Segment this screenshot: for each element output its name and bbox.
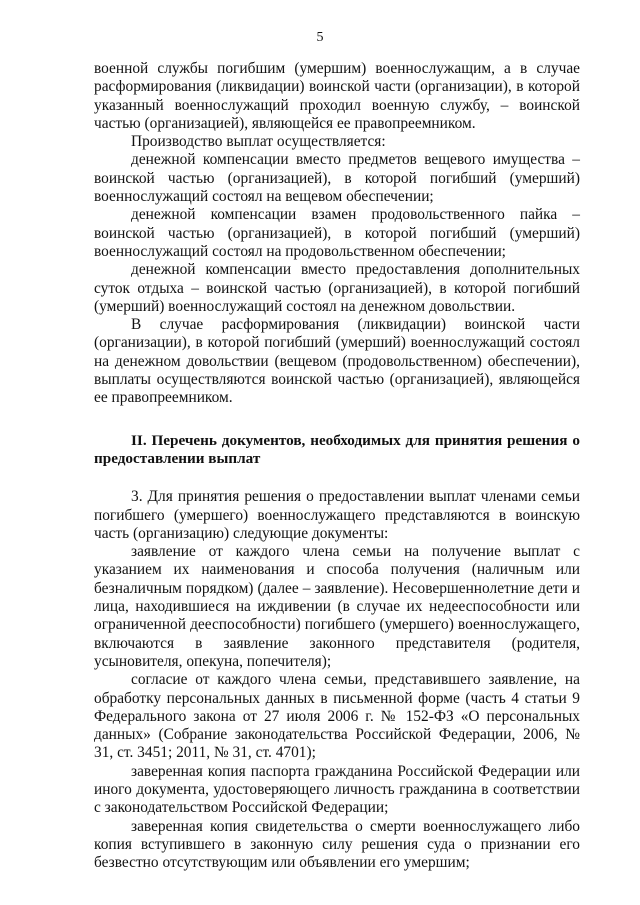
paragraph-clothing-compensation: денежной компенсации вместо предметов вещевого имущества – воинской частью (организацией), в которой погибший (умерший) военнослужащий состоял на вещевом обеспечении; — [94, 151, 580, 206]
paragraph-consent: согласие от каждого члена семьи, представившего заявление, на обработку персональных данных в письменной форме (часть 4 статьи 9 Федерального закона от 27 июля 2006 г. № 152-ФЗ «О персональных данных» (Собрание законодательства Российской Федерации, 2006, № 31, ст. 3451; 2011, № 31, ст. 4701); — [94, 671, 580, 762]
paragraph-disbandment-case: В случае расформирования (ликвидации) воинской части (организации), в которой погибший (умерший) военнослужащий состоял на денежном довольствии (вещевом (продовольственном) обеспечении), выплаты осуществляются воинской частью (организацией), являющейся ее правопреемником. — [94, 316, 580, 407]
paragraph-death-certificate: заверенная копия свидетельства о смерти военнослужащего либо копия вступившего в законную силу решения суда о признании его безвестно отсутствующим или объявлении его умершим; — [94, 817, 580, 872]
paragraph-payments-intro: Производство выплат осуществляется: — [131, 133, 386, 151]
paragraph-application: заявление от каждого члена семьи на получение выплат с указанием их наименования и способа получения (наличным или безналичным порядком) (далее – заявление). Несовершеннолетние дети и лица, находившиеся на иждивении (в случае их недееспособности или ограниченной дееспособности) погибшего (умершего) военнослужащего, включаются в заявление законного представителя (родителя, усыновителя, опекуна, попечителя); — [94, 543, 580, 670]
paragraph-rest-days-compensation: денежной компенсации вместо предоставления дополнительных суток отдыха – воинской частью (организацией), в которой погибший (умерший) военнослужащий состоял на денежном довольствии. — [94, 261, 580, 315]
section-heading: II. Перечень документов, необходимых для принятия решения о предоставлении выплат — [94, 431, 580, 467]
paragraph-clause-3: 3. Для принятия решения о предоставлении выплат членами семьи погибшего (умершего) военнослужащего представляются в воинскую часть (организацию) следующие документы: — [94, 488, 580, 542]
page-number: 5 — [316, 30, 324, 45]
document-body — [94, 60, 580, 872]
paragraph-food-compensation: денежной компенсации взамен продовольственного пайка – воинской частью (организацией), в которой погибший (умерший) военнослужащий состоял на продовольственном обеспечении; — [94, 206, 580, 260]
paragraph-continuation: военной службы погибшим (умершим) военнослужащим, а в случае расформирования (ликвидации) воинской части (организации), в которой указанный военнослужащий проходил военную службу, – воинской частью (организацией), являющейся ее правопреемником. — [94, 60, 580, 132]
paragraph-passport-copy: заверенная копия паспорта гражданина Российской Федерации или иного документа, удостоверяющего личность гражданина в соответствии с законодательством Российской Федерации; — [94, 762, 580, 817]
